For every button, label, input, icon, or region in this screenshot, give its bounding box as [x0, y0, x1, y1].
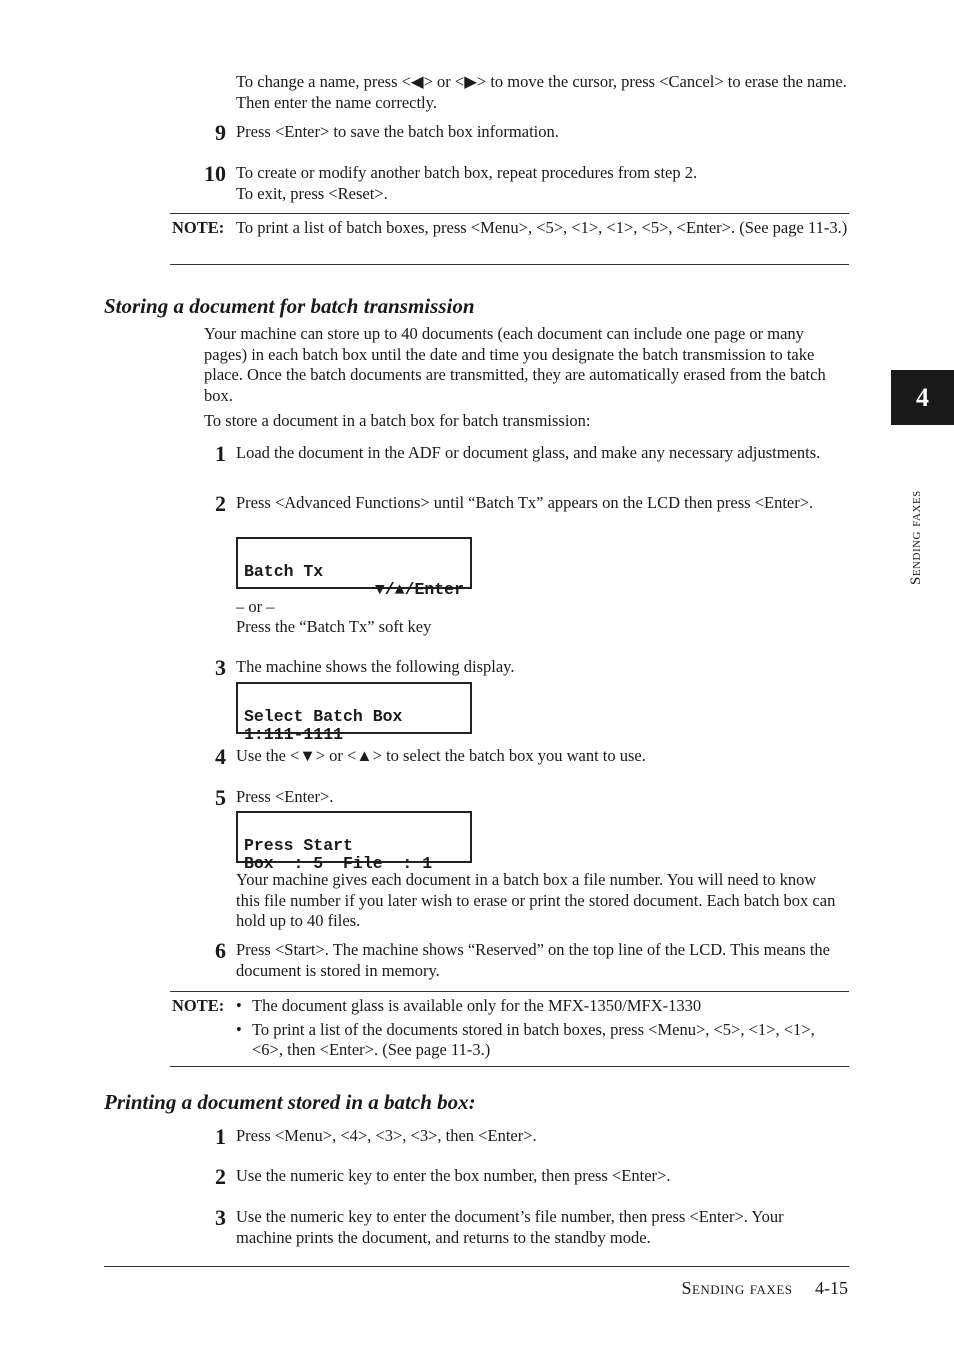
- step-number: 3: [215, 1205, 226, 1230]
- lcd-display-select-box: [236, 682, 472, 744]
- step-text: Press <Menu>, <4>, <3>, <3>, then <Enter>.: [236, 1126, 537, 1145]
- lcd-line: Press Start: [244, 836, 353, 855]
- chapter-tab: [891, 370, 954, 425]
- step-text: Load the document in the ADF or document glass, and make any necessary adjustments.: [236, 443, 821, 462]
- lcd-line: Select Batch Box: [244, 707, 403, 726]
- divider: [170, 991, 849, 992]
- intro-paragraph: To change a name, press <◀> or <▶> to move the cursor, press <Cancel> to erase the name. Then enter the name correctly.: [236, 72, 847, 112]
- note-text: To print a list of batch boxes, press <Menu>, <5>, <1>, <1>, <5>, <Enter>. (See page 11-3.): [236, 218, 848, 237]
- step-text: Use the numeric key to enter the document’s file number, then press <Enter>. Your machine prints the document, and returns to the standby mode.: [236, 1207, 784, 1247]
- soft-key-text: Press the “Batch Tx” soft key: [236, 617, 432, 636]
- lcd-display-batch-tx: [236, 537, 472, 599]
- step-text: Press <Start>. The machine shows “Reserved” on the top line of the LCD. This means the document is stored in memory.: [236, 940, 831, 980]
- lcd-line: ▼/▲/Enter: [374, 580, 464, 599]
- bullet: •: [236, 1019, 242, 1039]
- note-label: NOTE:: [172, 996, 225, 1015]
- step-number: 2: [215, 1164, 226, 1189]
- lcd-line: 1:111-1111: [244, 725, 344, 744]
- note-bullet-text: To print a list of the documents stored in batch boxes, press <Menu>, <5>, <1>, <1>, <6>, then <Enter>. (See page 11-3.): [252, 1019, 815, 1059]
- divider: [170, 264, 849, 265]
- divider: [170, 1066, 849, 1067]
- body-paragraph: To store a document in a batch box for batch transmission:: [204, 411, 591, 430]
- section-heading: Storing a document for batch transmission: [104, 294, 475, 318]
- note-bullet-item: [236, 1020, 836, 1061]
- step-text: Press <Enter> to save the batch box information.: [236, 122, 559, 141]
- note-bullet-item: [236, 996, 836, 1017]
- step-text: [236, 163, 848, 204]
- lcd-display-press-start: [236, 811, 472, 873]
- divider: [170, 213, 849, 214]
- step-number: 6: [215, 938, 226, 963]
- bullet: •: [236, 996, 242, 1015]
- footer-section-label: Sending faxes: [681, 1278, 793, 1298]
- step-text-line: To exit, press <Reset>.: [236, 183, 388, 203]
- step-text: Use the <▼> or <▲> to select the batch box you want to use.: [236, 746, 646, 765]
- lcd-line: Box : 5 File : 1: [244, 854, 433, 873]
- section-heading: Printing a document stored in a batch box:: [104, 1090, 476, 1114]
- body-paragraph: Your machine can store up to 40 documents (each document can include one page or many pages) in each batch box until the date and time you designate the batch transmission to take place. Once the batch documents are transmitted, they are automatically erased from the batch box.: [204, 324, 826, 405]
- step-number: 4: [215, 744, 226, 769]
- or-text: – or –: [236, 597, 275, 616]
- note-label: NOTE:: [172, 218, 225, 237]
- step-text: Use the numeric key to enter the box number, then press <Enter>.: [236, 1166, 671, 1185]
- page-footer: [681, 1278, 848, 1299]
- step-text-line: To create or modify another batch box, repeat procedures from step 2.: [236, 163, 698, 182]
- step-text: The machine shows the following display.: [236, 657, 515, 676]
- page-number: 4-15: [815, 1278, 848, 1298]
- step-text: Press <Enter>.: [236, 787, 334, 806]
- body-paragraph: Your machine gives each document in a batch box a file number. You will need to know this file number if you later wish to erase or print the stored document. Each batch box can hold up to 40 files.: [236, 870, 836, 930]
- step-number: 1: [215, 441, 226, 466]
- step-number: 3: [215, 655, 226, 680]
- step-number: 9: [215, 120, 226, 145]
- chapter-side-label: Sending faxes: [908, 490, 924, 585]
- note-bullet-list: [236, 996, 836, 1061]
- note-bullet-text: The document glass is available only for the MFX-1350/MFX-1330: [252, 996, 702, 1015]
- step-number: 5: [215, 785, 226, 810]
- step-number: 2: [215, 491, 226, 516]
- footer-divider: [104, 1266, 849, 1267]
- step-number: 1: [215, 1124, 226, 1149]
- step-number: 10: [204, 161, 226, 186]
- step-text: Press <Advanced Functions> until “Batch Tx” appears on the LCD then press <Enter>.: [236, 493, 814, 512]
- lcd-line: Batch Tx: [244, 562, 324, 581]
- chapter-number: 4: [916, 382, 929, 412]
